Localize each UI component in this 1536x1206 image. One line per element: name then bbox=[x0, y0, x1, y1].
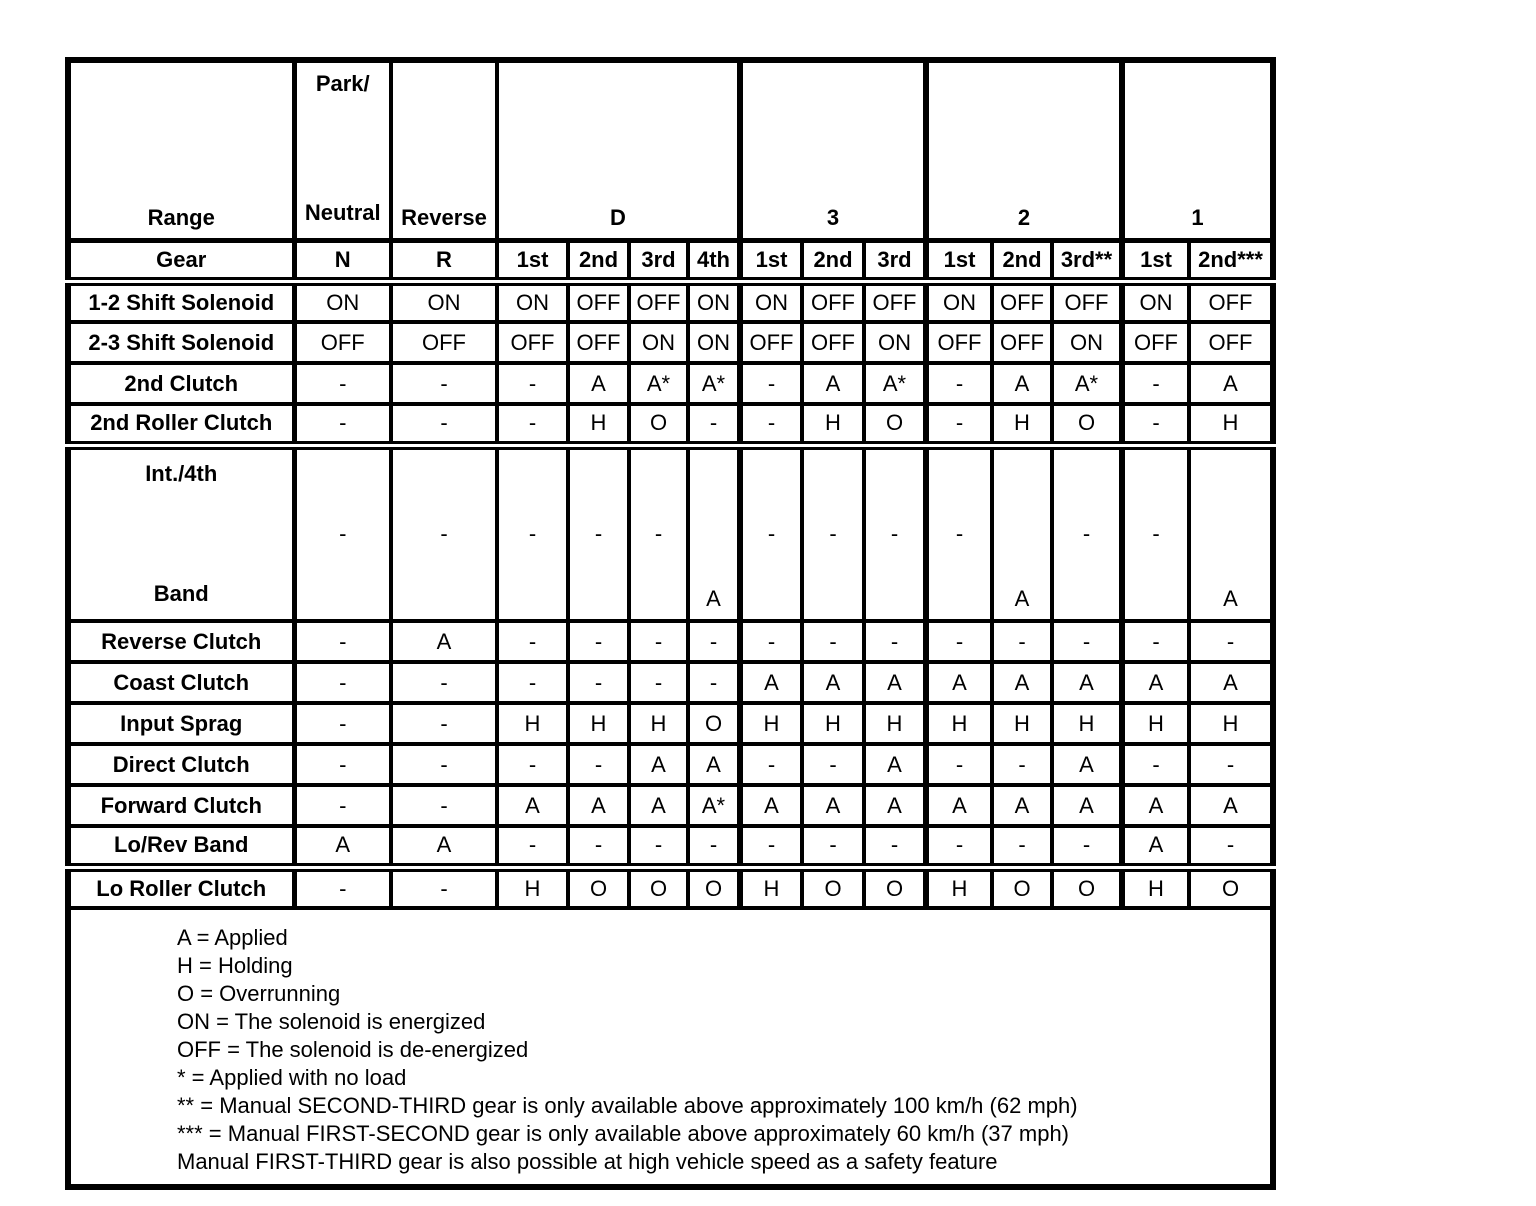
value-cell: H bbox=[1052, 703, 1122, 744]
value-cell: - bbox=[926, 363, 992, 404]
value-cell: A bbox=[802, 363, 864, 404]
value-cell: O bbox=[1052, 867, 1122, 908]
value-cell: ON bbox=[629, 322, 688, 363]
value-cell: A bbox=[1189, 363, 1273, 404]
value-cell: O bbox=[864, 404, 926, 445]
value-cell: A bbox=[1052, 785, 1122, 826]
value-cell: - bbox=[294, 621, 391, 662]
value-cell: O bbox=[629, 404, 688, 445]
row-label-2nd-clutch: 2nd Clutch bbox=[68, 363, 294, 404]
value-cell: - bbox=[294, 445, 391, 621]
value-cell: H bbox=[497, 867, 568, 908]
value-cell: A bbox=[802, 785, 864, 826]
value-cell: A bbox=[1052, 744, 1122, 785]
value-cell: - bbox=[497, 744, 568, 785]
value-cell: A bbox=[864, 785, 926, 826]
gear-cell: R bbox=[391, 240, 497, 281]
range-group-2: 2 bbox=[926, 60, 1122, 240]
gear-cell: 2nd bbox=[992, 240, 1052, 281]
value-cell: - bbox=[1122, 404, 1189, 445]
value-cell: - bbox=[497, 826, 568, 867]
value-cell: - bbox=[1052, 445, 1122, 621]
value-cell: A* bbox=[688, 785, 740, 826]
gear-row bbox=[68, 240, 1273, 281]
value-cell: H bbox=[802, 404, 864, 445]
gear-cell: 3rd bbox=[864, 240, 926, 281]
value-cell: H bbox=[926, 703, 992, 744]
gear-cell: 3rd** bbox=[1052, 240, 1122, 281]
value-cell: - bbox=[497, 404, 568, 445]
legend-line: A = Applied bbox=[177, 925, 288, 950]
row-label-top: Int./4th bbox=[145, 461, 218, 487]
value-cell: - bbox=[1052, 621, 1122, 662]
value-cell: O bbox=[629, 867, 688, 908]
value-cell: - bbox=[568, 662, 629, 703]
value-cell: - bbox=[294, 867, 391, 908]
value-cell: - bbox=[294, 404, 391, 445]
row-forward-clutch bbox=[68, 785, 1273, 826]
row-label-2-3-shift-solenoid: 2-3 Shift Solenoid bbox=[68, 322, 294, 363]
value-cell: ON bbox=[926, 281, 992, 322]
range-group-d: D bbox=[497, 60, 740, 240]
value-cell: A bbox=[864, 662, 926, 703]
value-cell: A* bbox=[688, 363, 740, 404]
value-cell: H bbox=[568, 404, 629, 445]
value-cell: O bbox=[992, 867, 1052, 908]
value-cell: - bbox=[802, 621, 864, 662]
value-cell: - bbox=[294, 703, 391, 744]
value-cell: A bbox=[1122, 785, 1189, 826]
value-cell: H bbox=[497, 703, 568, 744]
gear-cell: 4th bbox=[688, 240, 740, 281]
value-cell: A bbox=[688, 744, 740, 785]
gear-cell: N bbox=[294, 240, 391, 281]
value-cell: OFF bbox=[1189, 322, 1273, 363]
value-cell: O bbox=[802, 867, 864, 908]
legend-row bbox=[68, 908, 1273, 1187]
row-direct-clutch bbox=[68, 744, 1273, 785]
value-cell: OFF bbox=[629, 281, 688, 322]
value-cell: A bbox=[926, 662, 992, 703]
value-cell: O bbox=[568, 867, 629, 908]
value-cell: - bbox=[629, 445, 688, 621]
row-label-coast-clutch: Coast Clutch bbox=[68, 662, 294, 703]
value-cell: - bbox=[294, 785, 391, 826]
value-cell: OFF bbox=[497, 322, 568, 363]
value-cell: ON bbox=[294, 281, 391, 322]
value-cell: - bbox=[688, 826, 740, 867]
value-cell: OFF bbox=[1052, 281, 1122, 322]
value-cell: - bbox=[740, 404, 802, 445]
value-cell: ON bbox=[497, 281, 568, 322]
value-cell: H bbox=[864, 703, 926, 744]
value-cell: - bbox=[926, 621, 992, 662]
row-label-split bbox=[72, 453, 291, 615]
value-cell: - bbox=[629, 662, 688, 703]
value-cell: A bbox=[802, 662, 864, 703]
legend-line: OFF = The solenoid is de-energized bbox=[177, 1037, 529, 1062]
value-cell: - bbox=[926, 445, 992, 621]
value-cell: A bbox=[740, 785, 802, 826]
value-cell: A bbox=[1189, 662, 1273, 703]
value-cell: - bbox=[992, 744, 1052, 785]
value-cell: H bbox=[740, 867, 802, 908]
value-cell: A* bbox=[629, 363, 688, 404]
value-cell: - bbox=[629, 826, 688, 867]
value-cell: - bbox=[688, 621, 740, 662]
value-cell: A bbox=[992, 445, 1052, 621]
value-cell: - bbox=[1189, 826, 1273, 867]
value-cell: ON bbox=[688, 322, 740, 363]
reverse-header: Reverse bbox=[391, 60, 497, 240]
value-cell: - bbox=[391, 785, 497, 826]
legend-line: O = Overrunning bbox=[177, 981, 341, 1006]
row-input-sprag bbox=[68, 703, 1273, 744]
value-cell: - bbox=[802, 445, 864, 621]
value-cell: ON bbox=[391, 281, 497, 322]
value-cell: - bbox=[802, 826, 864, 867]
value-cell: - bbox=[568, 445, 629, 621]
value-cell: ON bbox=[864, 322, 926, 363]
value-cell: OFF bbox=[802, 281, 864, 322]
value-cell: OFF bbox=[926, 322, 992, 363]
range-corner-label: Range bbox=[68, 60, 294, 240]
value-cell: OFF bbox=[568, 322, 629, 363]
value-cell: A bbox=[864, 744, 926, 785]
value-cell: - bbox=[740, 826, 802, 867]
value-cell: - bbox=[294, 744, 391, 785]
row-label-input-sprag: Input Sprag bbox=[68, 703, 294, 744]
row-2-3-shift-solenoid bbox=[68, 322, 1273, 363]
value-cell: - bbox=[992, 621, 1052, 662]
legend-line: H = Holding bbox=[177, 953, 293, 978]
value-cell: - bbox=[568, 621, 629, 662]
value-cell: A bbox=[568, 363, 629, 404]
value-cell: H bbox=[802, 703, 864, 744]
value-cell: - bbox=[688, 662, 740, 703]
value-cell: - bbox=[391, 404, 497, 445]
value-cell: A bbox=[740, 662, 802, 703]
value-cell: O bbox=[864, 867, 926, 908]
value-cell: - bbox=[864, 826, 926, 867]
value-cell: H bbox=[992, 703, 1052, 744]
value-cell: - bbox=[497, 621, 568, 662]
value-cell: ON bbox=[1122, 281, 1189, 322]
value-cell: - bbox=[740, 621, 802, 662]
value-cell: - bbox=[802, 744, 864, 785]
value-cell: A bbox=[1189, 785, 1273, 826]
value-cell: - bbox=[1189, 744, 1273, 785]
value-cell: OFF bbox=[992, 281, 1052, 322]
value-cell: OFF bbox=[391, 322, 497, 363]
value-cell: A bbox=[1189, 445, 1273, 621]
park-label: Park/ bbox=[315, 71, 370, 97]
value-cell: A bbox=[391, 826, 497, 867]
gear-cell: 2nd bbox=[802, 240, 864, 281]
value-cell: A bbox=[629, 785, 688, 826]
value-cell: H bbox=[1189, 703, 1273, 744]
value-cell: A bbox=[568, 785, 629, 826]
value-cell: A bbox=[1122, 662, 1189, 703]
value-cell: OFF bbox=[992, 322, 1052, 363]
value-cell: - bbox=[629, 621, 688, 662]
value-cell: ON bbox=[740, 281, 802, 322]
value-cell: A* bbox=[1052, 363, 1122, 404]
value-cell: - bbox=[992, 826, 1052, 867]
value-cell: - bbox=[391, 744, 497, 785]
row-int-4th-band bbox=[68, 445, 1273, 621]
value-cell: - bbox=[1052, 826, 1122, 867]
value-cell: - bbox=[1122, 744, 1189, 785]
value-cell: - bbox=[926, 826, 992, 867]
park-neutral-header bbox=[294, 60, 391, 240]
range-group-1: 1 bbox=[1122, 60, 1273, 240]
park-neutral-split bbox=[298, 67, 389, 233]
value-cell: H bbox=[629, 703, 688, 744]
value-cell: H bbox=[926, 867, 992, 908]
gear-cell: 1st bbox=[497, 240, 568, 281]
row-label-direct-clutch: Direct Clutch bbox=[68, 744, 294, 785]
gear-cell: 1st bbox=[1122, 240, 1189, 281]
legend-line: Manual FIRST-THIRD gear is also possible at high vehicle speed as a safety feature bbox=[177, 1149, 998, 1174]
value-cell: - bbox=[568, 744, 629, 785]
value-cell: - bbox=[497, 662, 568, 703]
value-cell: - bbox=[740, 363, 802, 404]
value-cell: OFF bbox=[568, 281, 629, 322]
row-coast-clutch bbox=[68, 662, 1273, 703]
value-cell: - bbox=[1122, 363, 1189, 404]
row-lo-rev-band bbox=[68, 826, 1273, 867]
legend-line: ON = The solenoid is energized bbox=[177, 1009, 486, 1034]
value-cell: - bbox=[391, 363, 497, 404]
value-cell: - bbox=[1189, 621, 1273, 662]
transmission-application-chart bbox=[65, 57, 1276, 1190]
value-cell: H bbox=[1122, 703, 1189, 744]
legend-line: * = Applied with no load bbox=[177, 1065, 407, 1090]
row-label-reverse-clutch: Reverse Clutch bbox=[68, 621, 294, 662]
value-cell: OFF bbox=[864, 281, 926, 322]
row-label-int-4th-band bbox=[68, 445, 294, 621]
value-cell: - bbox=[391, 662, 497, 703]
value-cell: - bbox=[926, 744, 992, 785]
table-body bbox=[68, 60, 1273, 1187]
value-cell: OFF bbox=[1122, 322, 1189, 363]
row-2nd-roller-clutch bbox=[68, 404, 1273, 445]
value-cell: A bbox=[992, 662, 1052, 703]
value-cell: O bbox=[1052, 404, 1122, 445]
value-cell: A bbox=[992, 363, 1052, 404]
value-cell: O bbox=[688, 703, 740, 744]
value-cell: A* bbox=[864, 363, 926, 404]
value-cell: O bbox=[1189, 867, 1273, 908]
value-cell: - bbox=[926, 404, 992, 445]
value-cell: - bbox=[391, 703, 497, 744]
legend-box bbox=[68, 908, 1273, 1187]
range-group-3: 3 bbox=[740, 60, 926, 240]
value-cell: A bbox=[391, 621, 497, 662]
value-cell: H bbox=[1122, 867, 1189, 908]
value-cell: - bbox=[294, 363, 391, 404]
row-2nd-clutch bbox=[68, 363, 1273, 404]
value-cell: ON bbox=[688, 281, 740, 322]
value-cell: H bbox=[740, 703, 802, 744]
value-cell: - bbox=[688, 404, 740, 445]
gear-cell: 2nd bbox=[568, 240, 629, 281]
range-header-row bbox=[68, 60, 1273, 240]
value-cell: OFF bbox=[802, 322, 864, 363]
value-cell: H bbox=[568, 703, 629, 744]
value-cell: H bbox=[1189, 404, 1273, 445]
value-cell: A bbox=[294, 826, 391, 867]
value-cell: A bbox=[629, 744, 688, 785]
value-cell: A bbox=[497, 785, 568, 826]
value-cell: - bbox=[1122, 445, 1189, 621]
value-cell: A bbox=[688, 445, 740, 621]
value-cell: - bbox=[740, 744, 802, 785]
legend-line: ** = Manual SECOND-THIRD gear is only available above approximately 100 km/h (62 mph) bbox=[177, 1093, 1078, 1118]
row-label-lo-roller-clutch: Lo Roller Clutch bbox=[68, 867, 294, 908]
value-cell: - bbox=[568, 826, 629, 867]
value-cell: A bbox=[1052, 662, 1122, 703]
value-cell: - bbox=[864, 621, 926, 662]
value-cell: - bbox=[1122, 621, 1189, 662]
gear-cell: 2nd*** bbox=[1189, 240, 1273, 281]
value-cell: OFF bbox=[740, 322, 802, 363]
value-cell: A bbox=[992, 785, 1052, 826]
value-cell: A bbox=[926, 785, 992, 826]
neutral-label: Neutral bbox=[304, 200, 381, 226]
value-cell: - bbox=[294, 662, 391, 703]
value-cell: - bbox=[391, 867, 497, 908]
value-cell: - bbox=[740, 445, 802, 621]
gear-cell: 1st bbox=[926, 240, 992, 281]
value-cell: OFF bbox=[1189, 281, 1273, 322]
value-cell: - bbox=[497, 363, 568, 404]
row-label-1-2-shift-solenoid: 1-2 Shift Solenoid bbox=[68, 281, 294, 322]
row-reverse-clutch bbox=[68, 621, 1273, 662]
row-1-2-shift-solenoid bbox=[68, 281, 1273, 322]
value-cell: ON bbox=[1052, 322, 1122, 363]
gear-row-label: Gear bbox=[68, 240, 294, 281]
value-cell: OFF bbox=[294, 322, 391, 363]
value-cell: O bbox=[688, 867, 740, 908]
legend-line: *** = Manual FIRST-SECOND gear is only available above approximately 60 km/h (37 mph) bbox=[177, 1121, 1070, 1146]
value-cell: - bbox=[864, 445, 926, 621]
row-label-bottom: Band bbox=[153, 581, 209, 607]
gear-cell: 1st bbox=[740, 240, 802, 281]
row-label-forward-clutch: Forward Clutch bbox=[68, 785, 294, 826]
gear-cell: 3rd bbox=[629, 240, 688, 281]
row-lo-roller-clutch bbox=[68, 867, 1273, 908]
row-label-lo-rev-band: Lo/Rev Band bbox=[68, 826, 294, 867]
row-label-2nd-roller-clutch: 2nd Roller Clutch bbox=[68, 404, 294, 445]
value-cell: - bbox=[497, 445, 568, 621]
value-cell: H bbox=[992, 404, 1052, 445]
value-cell: A bbox=[1122, 826, 1189, 867]
value-cell: - bbox=[391, 445, 497, 621]
